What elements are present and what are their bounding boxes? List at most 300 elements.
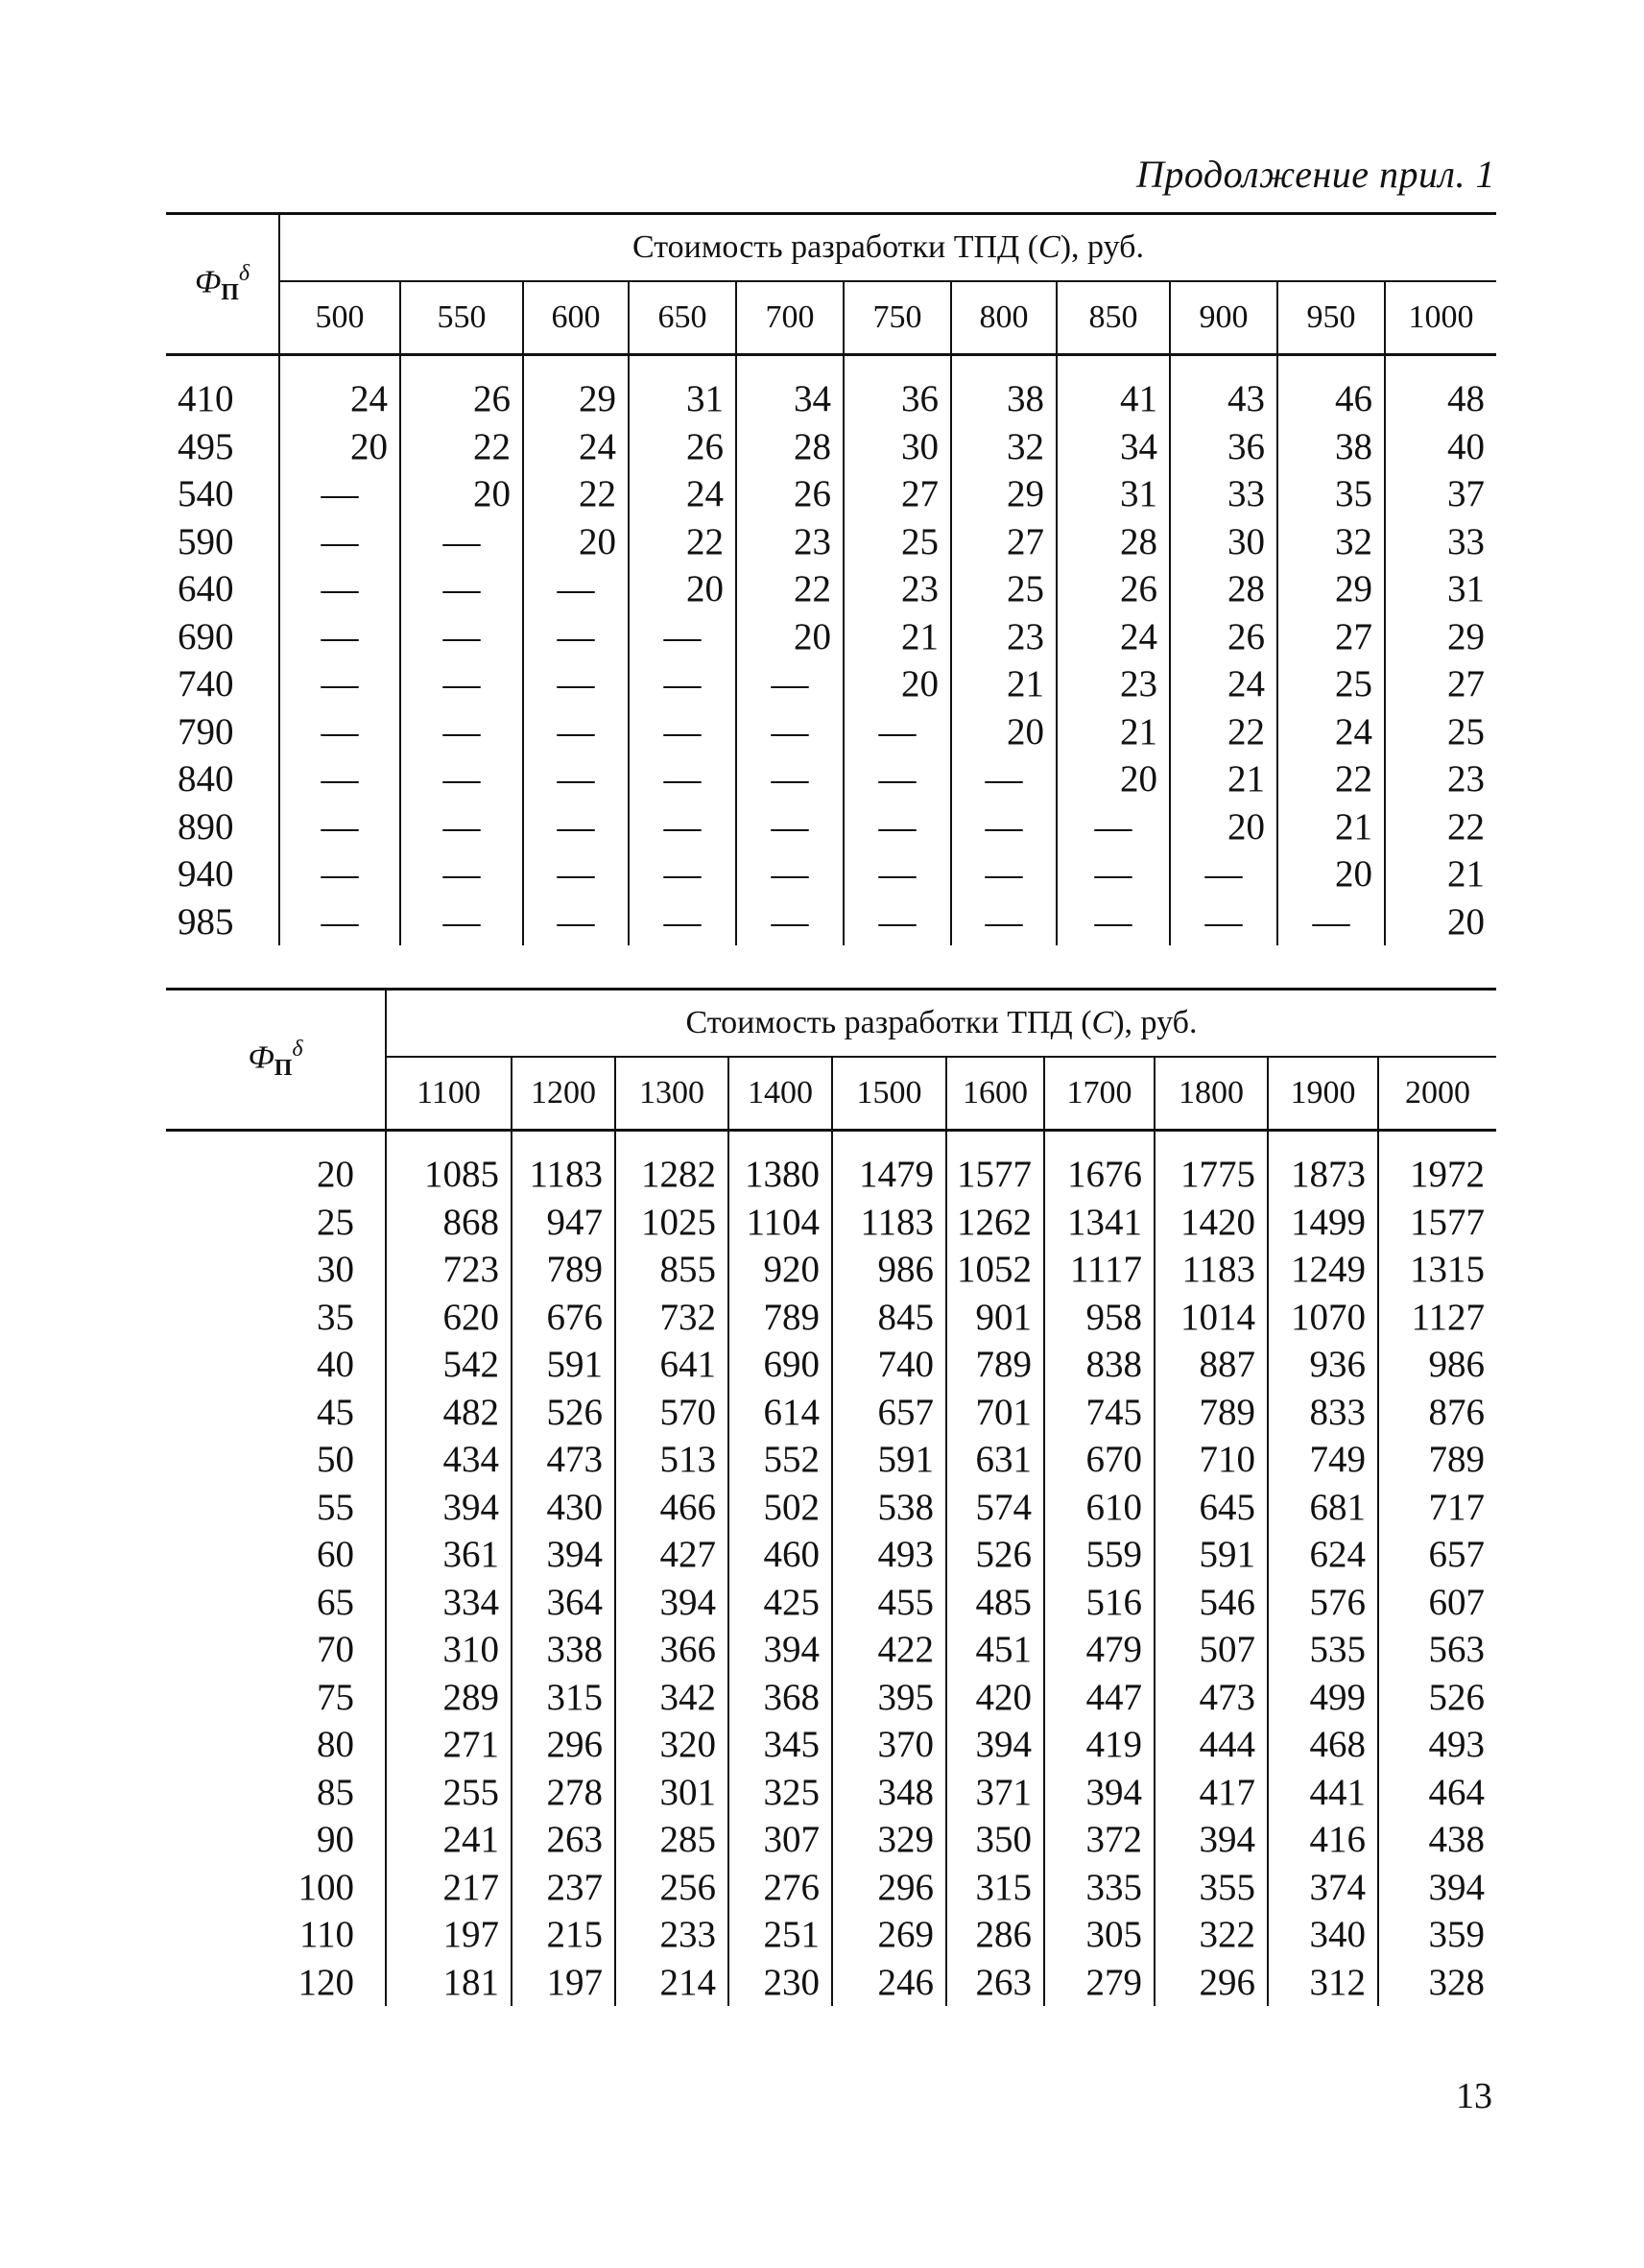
- table-cell: 22: [1277, 755, 1385, 803]
- table-cell: 701: [946, 1389, 1044, 1437]
- table-cell: 41: [1057, 375, 1170, 423]
- table-cell: 422: [832, 1626, 946, 1674]
- table-cell: —: [736, 898, 844, 946]
- table-row: [166, 803, 1496, 851]
- table-cell: 21: [1277, 803, 1385, 851]
- column-header: 1000: [1385, 281, 1496, 355]
- table-cell: 876: [1378, 1389, 1496, 1437]
- table-cell: 21: [1170, 755, 1277, 803]
- column-header: 800: [951, 281, 1057, 355]
- table-cell: 425: [728, 1579, 832, 1627]
- table-cell: —: [844, 898, 951, 946]
- column-header: 600: [523, 281, 629, 355]
- table-cell: 338: [512, 1626, 615, 1674]
- table-cell: 1262: [946, 1199, 1044, 1247]
- table-cell: 276: [728, 1864, 832, 1912]
- table-cell: 241: [386, 1816, 512, 1864]
- table-cell: 1315: [1378, 1246, 1496, 1294]
- table-cell: 329: [832, 1816, 946, 1864]
- table-cell: 374: [1268, 1864, 1378, 1912]
- table-cell: 936: [1268, 1341, 1378, 1389]
- table-cell: 285: [615, 1816, 728, 1864]
- table-row: [166, 375, 1496, 423]
- table-cell: 838: [1044, 1341, 1155, 1389]
- row-phi-value: 790: [166, 708, 279, 756]
- table-cell: 342: [615, 1674, 728, 1722]
- table-cell: 27: [1277, 613, 1385, 661]
- table-row: [166, 1151, 1496, 1199]
- row-phi-value: 55: [166, 1484, 386, 1532]
- table-cell: 31: [1057, 470, 1170, 518]
- row-phi-value: 30: [166, 1246, 386, 1294]
- column-header: 850: [1057, 281, 1170, 355]
- table-cell: 23: [844, 565, 951, 613]
- table-cell: 430: [512, 1484, 615, 1532]
- table-cell: 20: [951, 708, 1057, 756]
- table-cell: —: [279, 803, 400, 851]
- table-row: [166, 470, 1496, 518]
- table-cell: 370: [832, 1721, 946, 1769]
- table-cell: 289: [386, 1674, 512, 1722]
- table-cell: 657: [1378, 1531, 1496, 1579]
- table-cell: 35: [1277, 470, 1385, 518]
- table-cell: 334: [386, 1579, 512, 1627]
- table-cell: —: [279, 565, 400, 613]
- row-phi-value: 110: [166, 1911, 386, 1959]
- table-row: [166, 1579, 1496, 1627]
- table-cell: 34: [1057, 423, 1170, 471]
- table-cell: —: [1170, 850, 1277, 898]
- table-cell: —: [736, 755, 844, 803]
- table-cell: 1577: [946, 1151, 1044, 1199]
- table-cell: 27: [951, 518, 1057, 566]
- table-cell: 36: [1170, 423, 1277, 471]
- table-cell: 395: [832, 1674, 946, 1722]
- table-cell: 451: [946, 1626, 1044, 1674]
- table-cell: 29: [1277, 565, 1385, 613]
- column-header: 1400: [728, 1057, 832, 1131]
- table-cell: 325: [728, 1769, 832, 1817]
- table-cell: 22: [1170, 708, 1277, 756]
- table-cell: 620: [386, 1294, 512, 1342]
- row-phi-value: 40: [166, 1341, 386, 1389]
- row-phi-value: 590: [166, 518, 279, 566]
- table-cell: 279: [1044, 1959, 1155, 2007]
- table-cell: 749: [1268, 1436, 1378, 1484]
- table-cell: 296: [832, 1864, 946, 1912]
- table-cell: 868: [386, 1199, 512, 1247]
- table-cell: 631: [946, 1436, 1044, 1484]
- table-cell: 670: [1044, 1436, 1155, 1484]
- table-cell: 1499: [1268, 1199, 1378, 1247]
- table-cell: 20: [1057, 755, 1170, 803]
- table-cell: 468: [1268, 1721, 1378, 1769]
- row-phi-value: 985: [166, 898, 279, 946]
- table-cell: 1014: [1155, 1294, 1268, 1342]
- table-cell: 296: [512, 1721, 615, 1769]
- table-cell: —: [629, 898, 736, 946]
- table-cell: 320: [615, 1721, 728, 1769]
- table-cell: —: [400, 850, 523, 898]
- table-cell: 310: [386, 1626, 512, 1674]
- table-cell: —: [1057, 850, 1170, 898]
- table-cell: 986: [1378, 1341, 1496, 1389]
- continuation-label: Продолжение прил. 1: [1135, 153, 1495, 196]
- row-phi-value: 35: [166, 1294, 386, 1342]
- table-cell: 38: [951, 375, 1057, 423]
- table-cell: —: [629, 850, 736, 898]
- table-cell: 315: [946, 1864, 1044, 1912]
- table-cell: 657: [832, 1389, 946, 1437]
- table-row: [166, 1531, 1496, 1579]
- column-header: 500: [279, 281, 400, 355]
- table-cell: 394: [1155, 1816, 1268, 1864]
- table-cell: 335: [1044, 1864, 1155, 1912]
- phi-superscript: δ: [292, 1037, 303, 1062]
- table-cell: 296: [1155, 1959, 1268, 2007]
- table-cell: 350: [946, 1816, 1044, 1864]
- table-cell: 26: [629, 423, 736, 471]
- table-cell: 28: [736, 423, 844, 471]
- table-cell: —: [279, 518, 400, 566]
- row-phi-value: 45: [166, 1389, 386, 1437]
- table-cell: 986: [832, 1246, 946, 1294]
- table-cell: 394: [386, 1484, 512, 1532]
- table-cell: 920: [728, 1246, 832, 1294]
- table-cell: 271: [386, 1721, 512, 1769]
- table-cell: 1282: [615, 1151, 728, 1199]
- table-cell: 27: [844, 470, 951, 518]
- table-cell: 681: [1268, 1484, 1378, 1532]
- table-row: [166, 660, 1496, 708]
- table-cell: —: [629, 613, 736, 661]
- table-cell: 20: [844, 660, 951, 708]
- row-phi-value: 100: [166, 1864, 386, 1912]
- row-phi-value: 540: [166, 470, 279, 518]
- table-cell: 23: [951, 613, 1057, 661]
- phi-superscript: δ: [238, 261, 250, 287]
- table-cell: —: [279, 708, 400, 756]
- table-cell: 1183: [1155, 1246, 1268, 1294]
- table-cell: —: [629, 660, 736, 708]
- table-row: [166, 1959, 1496, 2007]
- table-cell: 690: [728, 1341, 832, 1389]
- table-cell: 434: [386, 1436, 512, 1484]
- table-cell: 676: [512, 1294, 615, 1342]
- row-phi-value: 60: [166, 1531, 386, 1579]
- table-cell: 1025: [615, 1199, 728, 1247]
- table-cell: 855: [615, 1246, 728, 1294]
- table-cell: —: [736, 708, 844, 756]
- table-cell: 23: [1385, 755, 1496, 803]
- table-cell: 26: [1057, 565, 1170, 613]
- table-cell: 25: [951, 565, 1057, 613]
- table-cell: 22: [1385, 803, 1496, 851]
- table-cell: 315: [512, 1674, 615, 1722]
- table-row: [166, 1199, 1496, 1247]
- table-cell: —: [1057, 803, 1170, 851]
- row-phi-value: 840: [166, 755, 279, 803]
- table-cell: 563: [1378, 1626, 1496, 1674]
- table-cell: 364: [512, 1579, 615, 1627]
- column-header: 1900: [1268, 1057, 1378, 1131]
- cost-table-1: [166, 212, 1496, 945]
- table-cell: 535: [1268, 1626, 1378, 1674]
- table-cell: 416: [1268, 1816, 1378, 1864]
- table-cell: 361: [386, 1531, 512, 1579]
- table-cell: 31: [629, 375, 736, 423]
- table-cell: 444: [1155, 1721, 1268, 1769]
- table-cell: —: [844, 803, 951, 851]
- row-phi-value: 70: [166, 1626, 386, 1674]
- table-cell: 312: [1268, 1959, 1378, 2007]
- table-row: [166, 518, 1496, 566]
- table-cell: 1341: [1044, 1199, 1155, 1247]
- caption-unit: ), руб.: [1060, 229, 1144, 265]
- column-header: 1500: [832, 1057, 946, 1131]
- table-cell: 286: [946, 1911, 1044, 1959]
- table-cell: —: [736, 660, 844, 708]
- cost-table-2: [166, 988, 1496, 2006]
- row-phi-value: 90: [166, 1816, 386, 1864]
- table-row: [166, 1436, 1496, 1484]
- table-cell: 305: [1044, 1911, 1155, 1959]
- table-cell: 526: [512, 1389, 615, 1437]
- table-cell: 1249: [1268, 1246, 1378, 1294]
- table-cell: —: [736, 803, 844, 851]
- table-cell: —: [279, 470, 400, 518]
- table-cell: 256: [615, 1864, 728, 1912]
- table-cell: —: [523, 660, 629, 708]
- table-cell: 278: [512, 1769, 615, 1817]
- table-cell: 28: [1057, 518, 1170, 566]
- table-cell: 322: [1155, 1911, 1268, 1959]
- table-cell: 366: [615, 1626, 728, 1674]
- table-cell: 30: [844, 423, 951, 471]
- column-header: 1300: [615, 1057, 728, 1131]
- table-cell: —: [523, 850, 629, 898]
- table-cell: 26: [400, 375, 523, 423]
- row-phi-value: 640: [166, 565, 279, 613]
- table-row: [166, 1484, 1496, 1532]
- table-cell: 1972: [1378, 1151, 1496, 1199]
- table-cell: —: [400, 755, 523, 803]
- table-cell: —: [523, 898, 629, 946]
- table-cell: 307: [728, 1816, 832, 1864]
- table-cell: 1183: [832, 1199, 946, 1247]
- table-row: [166, 708, 1496, 756]
- table-cell: 710: [1155, 1436, 1268, 1484]
- table-row: [166, 1911, 1496, 1959]
- table-cell: 26: [736, 470, 844, 518]
- table-row: [166, 1816, 1496, 1864]
- table-cell: 732: [615, 1294, 728, 1342]
- table-cell: —: [523, 565, 629, 613]
- column-header: 1600: [946, 1057, 1044, 1131]
- column-header: 1100: [386, 1057, 512, 1131]
- table-cell: —: [951, 850, 1057, 898]
- column-header: 550: [400, 281, 523, 355]
- table-cell: 29: [523, 375, 629, 423]
- table-cell: 901: [946, 1294, 1044, 1342]
- table-cell: 29: [1385, 613, 1496, 661]
- table-cell: 789: [728, 1294, 832, 1342]
- table-cell: 591: [832, 1436, 946, 1484]
- table-cell: 740: [832, 1341, 946, 1389]
- phi-symbol: Ф: [248, 1039, 274, 1076]
- table-cell: 466: [615, 1484, 728, 1532]
- table-cell: 20: [279, 423, 400, 471]
- table-cell: 591: [1155, 1531, 1268, 1579]
- table-cell: 31: [1385, 565, 1496, 613]
- page-number: 13: [1456, 2076, 1492, 2116]
- row-phi-value: 890: [166, 803, 279, 851]
- table-cell: —: [400, 708, 523, 756]
- table-cell: 1127: [1378, 1294, 1496, 1342]
- table-row: [166, 423, 1496, 471]
- table-cell: 20: [736, 613, 844, 661]
- table-cell: 789: [946, 1341, 1044, 1389]
- table-cell: —: [629, 708, 736, 756]
- table-cell: 417: [1155, 1769, 1268, 1817]
- row-phi-value: 740: [166, 660, 279, 708]
- column-header: 900: [1170, 281, 1277, 355]
- table-cell: 28: [1170, 565, 1277, 613]
- table-cell: 723: [386, 1246, 512, 1294]
- table-cell: —: [1057, 898, 1170, 946]
- table-cell: 591: [512, 1341, 615, 1389]
- table-cell: 263: [946, 1959, 1044, 2007]
- table-cell: 237: [512, 1864, 615, 1912]
- table-cell: 20: [1385, 898, 1496, 946]
- table-cell: 328: [1378, 1959, 1496, 2007]
- table-cell: 246: [832, 1959, 946, 2007]
- table-cell: 32: [1277, 518, 1385, 566]
- table-cell: 641: [615, 1341, 728, 1389]
- table-cell: 24: [629, 470, 736, 518]
- table-cell: 32: [951, 423, 1057, 471]
- table-cell: 1775: [1155, 1151, 1268, 1199]
- table-row: [166, 565, 1496, 613]
- table-cell: 215: [512, 1911, 615, 1959]
- table-cell: 345: [728, 1721, 832, 1769]
- table-cell: 559: [1044, 1531, 1155, 1579]
- table-cell: 355: [1155, 1864, 1268, 1912]
- table-row: [166, 755, 1496, 803]
- table-cell: 420: [946, 1674, 1044, 1722]
- table-cell: 538: [832, 1484, 946, 1532]
- table-cell: 359: [1378, 1911, 1496, 1959]
- column-header: 2000: [1378, 1057, 1496, 1131]
- table-cell: 460: [728, 1531, 832, 1579]
- table-cell: 419: [1044, 1721, 1155, 1769]
- table-cell: 197: [512, 1959, 615, 2007]
- table-cell: 516: [1044, 1579, 1155, 1627]
- table-cell: 546: [1155, 1579, 1268, 1627]
- table-cell: 33: [1170, 470, 1277, 518]
- table-cell: 29: [951, 470, 1057, 518]
- column-header: 700: [736, 281, 844, 355]
- table-cell: 1117: [1044, 1246, 1155, 1294]
- table-cell: 233: [615, 1911, 728, 1959]
- table-cell: —: [951, 898, 1057, 946]
- phi-subscript: П: [274, 1056, 293, 1082]
- table-cell: 25: [844, 518, 951, 566]
- table-cell: 34: [736, 375, 844, 423]
- table-row: [166, 898, 1496, 946]
- table-cell: 197: [386, 1911, 512, 1959]
- table-cell: 394: [728, 1626, 832, 1674]
- table-cell: 574: [946, 1484, 1044, 1532]
- table-cell: —: [279, 660, 400, 708]
- table-cell: —: [1170, 898, 1277, 946]
- table-cell: —: [279, 613, 400, 661]
- table-cell: 1085: [386, 1151, 512, 1199]
- table-row: [166, 1246, 1496, 1294]
- table-cell: 645: [1155, 1484, 1268, 1532]
- table-cell: 1070: [1268, 1294, 1378, 1342]
- table-cell: —: [736, 850, 844, 898]
- row-phi-value: 25: [166, 1199, 386, 1247]
- table-cell: 24: [1277, 708, 1385, 756]
- table-cell: 464: [1378, 1769, 1496, 1817]
- column-header: 1200: [512, 1057, 615, 1131]
- table-row: [166, 1721, 1496, 1769]
- table-cell: 251: [728, 1911, 832, 1959]
- table-cell: —: [400, 898, 523, 946]
- table-cell: —: [279, 850, 400, 898]
- table-cell: —: [279, 898, 400, 946]
- caption-text: Стоимость разработки ТПД (: [685, 1005, 1092, 1040]
- table-cell: 25: [1385, 708, 1496, 756]
- table-cell: —: [279, 755, 400, 803]
- table-cell: 1676: [1044, 1151, 1155, 1199]
- table-cell: 447: [1044, 1674, 1155, 1722]
- table-cell: 25: [1277, 660, 1385, 708]
- table-cell: 230: [728, 1959, 832, 2007]
- table-cell: 576: [1268, 1579, 1378, 1627]
- table-cell: 38: [1277, 423, 1385, 471]
- table-cell: 348: [832, 1769, 946, 1817]
- table-cell: 22: [736, 565, 844, 613]
- table-row: [166, 1674, 1496, 1722]
- table-cell: 833: [1268, 1389, 1378, 1437]
- table-cell: —: [523, 613, 629, 661]
- table-cell: 23: [1057, 660, 1170, 708]
- table-cell: 40: [1385, 423, 1496, 471]
- row-phi-value: 75: [166, 1674, 386, 1722]
- table-cell: 394: [1378, 1864, 1496, 1912]
- table-cell: 36: [844, 375, 951, 423]
- table-cell: 48: [1385, 375, 1496, 423]
- table-cell: 27: [1385, 660, 1496, 708]
- table-cell: —: [951, 803, 1057, 851]
- table-cell: —: [523, 755, 629, 803]
- table-cell: 24: [523, 423, 629, 471]
- table-cell: 1420: [1155, 1199, 1268, 1247]
- table-cell: 37: [1385, 470, 1496, 518]
- table-cell: —: [400, 613, 523, 661]
- table-cell: —: [844, 755, 951, 803]
- table-cell: 20: [1277, 850, 1385, 898]
- table-caption: [386, 991, 1496, 1057]
- table-cell: 789: [512, 1246, 615, 1294]
- table-cell: 301: [615, 1769, 728, 1817]
- row-phi-value: 85: [166, 1769, 386, 1817]
- table-cell: 394: [1044, 1769, 1155, 1817]
- table-cell: 1873: [1268, 1151, 1378, 1199]
- table-cell: —: [844, 850, 951, 898]
